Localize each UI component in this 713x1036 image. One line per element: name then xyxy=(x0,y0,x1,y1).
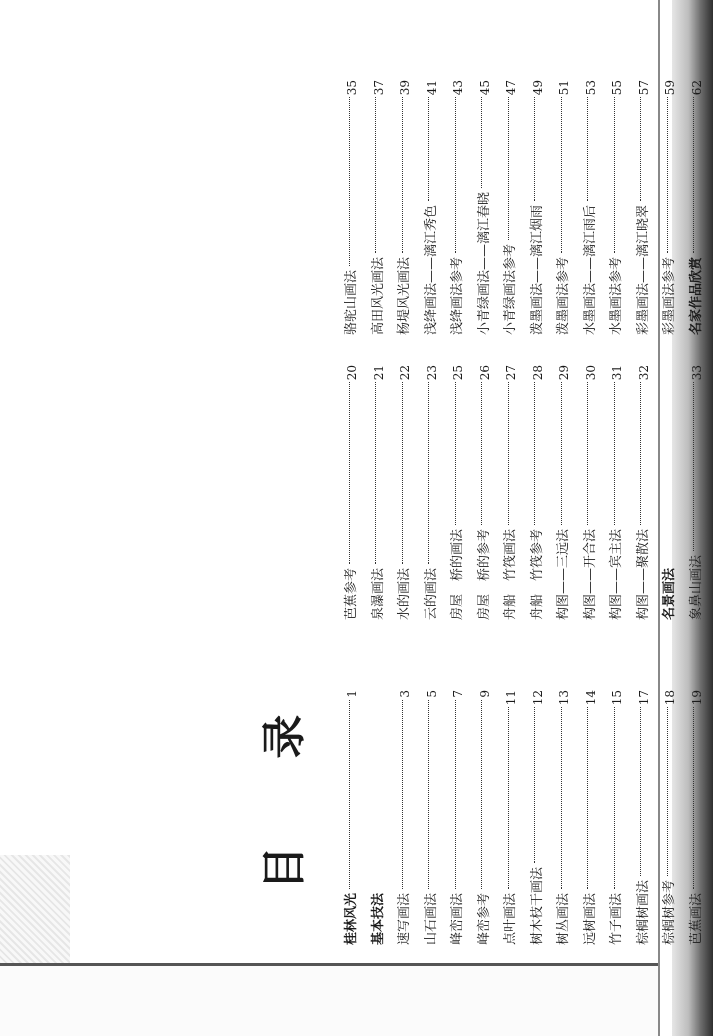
toc-page-number: 30 xyxy=(583,365,598,381)
toc-entry xyxy=(393,365,417,620)
toc-entry xyxy=(658,80,682,335)
toc-entry xyxy=(552,80,576,335)
toc-page-number: 31 xyxy=(610,365,624,381)
toc-entry xyxy=(367,80,391,335)
toc-entry-title: 水墨画法——漓江雨后 xyxy=(582,204,598,335)
toc-entry-title: 树木枝干画法 xyxy=(529,866,545,945)
toc-entry xyxy=(605,80,629,335)
toc-entry xyxy=(393,690,417,945)
toc-page-number: 11 xyxy=(504,690,518,706)
toc-page-number: 21 xyxy=(371,365,386,381)
toc-page-number: 35 xyxy=(345,80,359,96)
toc-entry xyxy=(340,80,364,335)
toc-entry-title: 小青绿画法参考 xyxy=(503,243,518,335)
toc-leader-dots xyxy=(586,97,588,201)
toc-leader-dots xyxy=(427,700,429,889)
toc-leader-dots xyxy=(586,707,588,889)
toc-entry xyxy=(420,80,444,335)
toc-page-number: 18 xyxy=(663,690,677,706)
toc-page-number: 62 xyxy=(689,80,704,96)
toc-leader-dots xyxy=(666,97,668,253)
toc-entry-title: 点叶画法 xyxy=(503,892,518,945)
scan-noise xyxy=(0,855,70,965)
toc-leader-dots xyxy=(507,707,509,889)
toc-entry xyxy=(367,365,391,620)
toc-entry-title: 棕榈树画法 xyxy=(635,879,651,945)
toc-leader-dots xyxy=(533,97,535,201)
toc-leader-dots xyxy=(692,97,694,253)
toc-entry xyxy=(605,690,629,945)
toc-page-number: 12 xyxy=(530,690,545,706)
toc-entry xyxy=(685,80,709,335)
toc-entry-title: 水墨画法参考 xyxy=(609,256,624,335)
toc-page-number: 15 xyxy=(610,690,624,706)
toc-entry xyxy=(473,365,497,620)
toc-entry-title: 小青绿画法——漓江春晓 xyxy=(476,191,492,335)
toc-page-number: 45 xyxy=(477,80,492,96)
toc-entry xyxy=(499,80,523,335)
toc-entry-title: 房屋 桥的画法 xyxy=(450,528,465,620)
toc-entry xyxy=(579,690,603,945)
toc-entry xyxy=(526,365,550,620)
toc-entry-title: 泼墨画法参考 xyxy=(556,256,571,335)
toc-entry-title: 水的画法 xyxy=(397,567,412,620)
toc-entry xyxy=(658,690,682,945)
toc-entry-title: 高田风光画法 xyxy=(370,256,386,335)
toc-leader-dots xyxy=(692,707,694,889)
toc-page-number: 37 xyxy=(371,80,386,96)
toc-entry-title: 舟船 竹筏参考 xyxy=(529,528,545,620)
toc-entry-title: 远树画法 xyxy=(582,892,598,945)
toc-entry-title: 构图——聚散法 xyxy=(635,528,651,620)
toc-leader-dots xyxy=(639,97,641,201)
toc-page-number: 47 xyxy=(504,80,518,96)
toc-page-number: 28 xyxy=(530,365,545,381)
toc-page-number: 14 xyxy=(583,690,598,706)
toc-leader-dots xyxy=(507,97,509,240)
toc-leader-dots xyxy=(560,97,562,253)
toc-page-number: 5 xyxy=(424,690,439,698)
toc-entry xyxy=(579,365,603,620)
toc-leader-dots xyxy=(639,707,641,876)
toc-entry-title: 构图——宾主法 xyxy=(609,528,624,620)
toc-entry xyxy=(420,365,444,620)
toc-page-number: 22 xyxy=(398,365,412,381)
toc-leader-dots xyxy=(480,97,482,188)
page-title: 目 录 xyxy=(259,678,310,890)
toc-entry-title: 浅绛画法参考 xyxy=(450,256,465,335)
toc-entry-title: 芭蕉参考 xyxy=(344,567,359,620)
toc-leader-dots xyxy=(427,97,429,201)
toc-page-number: 49 xyxy=(530,80,545,96)
toc-entry-title: 峰峦参考 xyxy=(476,892,492,945)
toc-entry-title: 速写画法 xyxy=(397,892,412,945)
bottom-margin xyxy=(0,966,660,1036)
toc-entry xyxy=(367,690,391,945)
toc-leader-dots xyxy=(613,707,615,889)
toc-page-number: 27 xyxy=(504,365,518,381)
toc-page-number: 20 xyxy=(345,365,359,381)
toc-leader-dots xyxy=(454,700,456,889)
toc-leader-dots xyxy=(533,707,535,863)
toc-leader-dots xyxy=(613,97,615,253)
toc-entry xyxy=(420,690,444,945)
toc-entry-title: 构图——开合法 xyxy=(582,528,598,620)
toc-leader-dots xyxy=(401,97,403,253)
toc-entry-title: 骆驼山画法 xyxy=(344,269,359,335)
toc-leader-dots xyxy=(454,97,456,253)
toc-entry xyxy=(579,80,603,335)
toc-entry-title: 峰峦画法 xyxy=(450,892,465,945)
toc-entry xyxy=(340,690,364,945)
toc-entry-title: 山石画法 xyxy=(423,892,439,945)
toc-page-number: 9 xyxy=(477,690,492,698)
toc-entry xyxy=(632,365,656,620)
toc-leader-dots xyxy=(692,382,694,551)
toc-leader-dots xyxy=(401,382,403,564)
toc-entry-title: 房屋 桥的参考 xyxy=(476,528,492,620)
toc-leader-dots xyxy=(374,382,376,564)
toc-page-number: 39 xyxy=(398,80,412,96)
toc-entry xyxy=(446,690,470,945)
toc-page-number: 1 xyxy=(345,690,359,698)
toc-leader-dots xyxy=(480,700,482,889)
toc-leader-dots xyxy=(507,382,509,525)
toc-entry-title: 基本技法 xyxy=(370,892,386,945)
toc-entry xyxy=(632,80,656,335)
toc-leader-dots xyxy=(401,700,403,889)
toc-entry xyxy=(340,365,364,620)
toc-page-number: 57 xyxy=(636,80,651,96)
toc-page-number: 51 xyxy=(557,80,571,96)
toc-entry-title: 桂林风光 xyxy=(344,892,359,945)
toc-page-number: 29 xyxy=(557,365,571,381)
toc-entry-title: 竹子画法 xyxy=(609,892,624,945)
toc-entry xyxy=(499,365,523,620)
toc-entry-title: 树丛画法 xyxy=(556,892,571,945)
toc-page-number: 7 xyxy=(451,690,465,698)
toc-entry-title: 杨堤风光画法 xyxy=(397,256,412,335)
toc-entry-title: 泉瀑画法 xyxy=(370,567,386,620)
toc-page-number: 19 xyxy=(689,690,704,706)
toc-entry xyxy=(446,365,470,620)
toc-entry-title: 舟船 竹筏画法 xyxy=(503,528,518,620)
toc-leader-dots xyxy=(533,382,535,525)
toc-entry-title: 名家作品欣赏 xyxy=(688,256,704,335)
toc-leader-dots xyxy=(613,382,615,525)
toc-entry-title: 棕榈树参考 xyxy=(662,879,677,945)
toc-entry xyxy=(605,365,629,620)
toc-entry-title: 名景画法 xyxy=(662,567,677,620)
toc-leader-dots xyxy=(348,700,350,889)
toc-entry-title: 浅绛画法——漓江秀色 xyxy=(423,204,439,335)
toc-entry xyxy=(526,690,550,945)
toc-entry xyxy=(446,80,470,335)
toc-entry-title: 芭蕉画法 xyxy=(688,892,704,945)
toc-leader-dots xyxy=(454,382,456,525)
toc-entry-title: 彩墨画法参考 xyxy=(662,256,677,335)
toc-page-number: 53 xyxy=(583,80,598,96)
toc-leader-dots xyxy=(639,382,641,525)
toc-page-number: 41 xyxy=(424,80,439,96)
toc-leader-dots xyxy=(560,382,562,525)
toc-entry-title: 泼墨画法——漓江烟雨 xyxy=(529,204,545,335)
toc-entry-title: 云的画法 xyxy=(423,567,439,620)
toc-page-number: 33 xyxy=(689,365,704,381)
toc-page-number: 59 xyxy=(663,80,677,96)
toc-entry-title: 构图——三远法 xyxy=(556,528,571,620)
toc-entry-title: 象鼻山画法 xyxy=(688,554,704,620)
toc-page-number: 43 xyxy=(451,80,465,96)
toc-page-number: 26 xyxy=(477,365,492,381)
toc-leader-dots xyxy=(348,97,350,266)
toc-entry xyxy=(632,690,656,945)
toc-leader-dots xyxy=(427,382,429,564)
toc-leader-dots xyxy=(560,707,562,889)
toc-entry xyxy=(658,365,682,620)
toc-entry xyxy=(473,690,497,945)
toc-leader-dots xyxy=(348,382,350,564)
toc-page-number: 25 xyxy=(451,365,465,381)
toc-page-number: 17 xyxy=(636,690,651,706)
toc-page-number: 55 xyxy=(610,80,624,96)
toc-block xyxy=(240,35,704,945)
toc-entry xyxy=(552,690,576,945)
toc-entry xyxy=(499,690,523,945)
toc-entry xyxy=(552,365,576,620)
toc-leader-dots xyxy=(374,97,376,253)
toc-page-number: 32 xyxy=(636,365,651,381)
toc-entry xyxy=(473,80,497,335)
toc-entry xyxy=(526,80,550,335)
toc-entry xyxy=(393,80,417,335)
toc-page-number: 23 xyxy=(424,365,439,381)
toc-entry-title: 彩墨画法——漓江晓翠 xyxy=(635,204,651,335)
toc-entry xyxy=(685,690,709,945)
toc-leader-dots xyxy=(586,382,588,525)
toc-leader-dots xyxy=(480,382,482,525)
toc-entry xyxy=(685,365,709,620)
toc-page-number: 13 xyxy=(557,690,571,706)
toc-leader-dots xyxy=(666,707,668,876)
toc-page-number: 3 xyxy=(398,690,412,698)
